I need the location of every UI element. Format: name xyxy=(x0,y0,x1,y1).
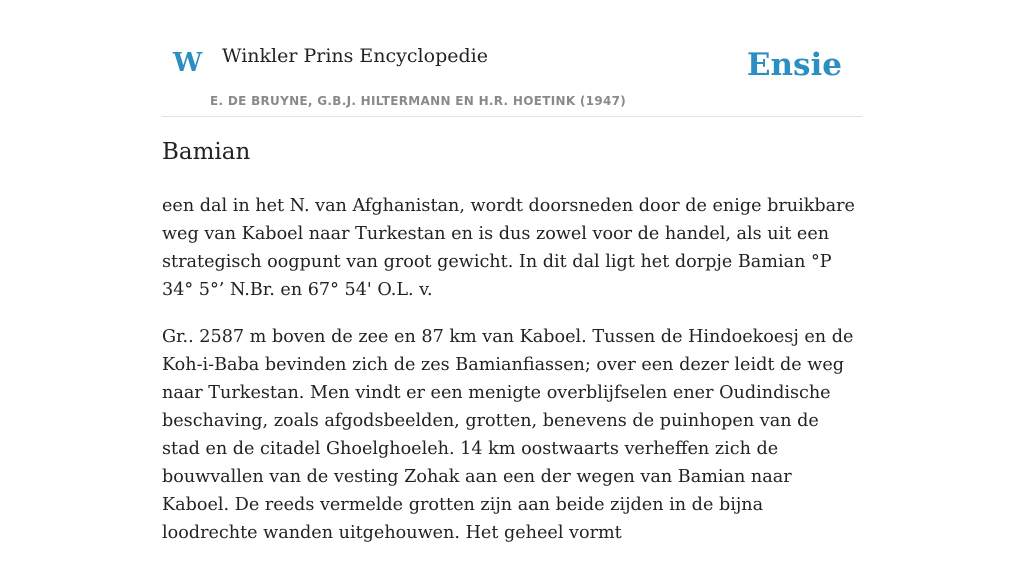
authors-line: E. DE BRUYNE, G.B.J. HILTERMANN EN H.R. HOETINK (1947) xyxy=(210,94,627,108)
entry-body xyxy=(162,192,862,566)
entry-paragraph: Gr.. 2587 m boven de zee en 87 km van Kaboel. Tussen de Hindoekoesj en de Koh-i-Baba bevinden zich de zes Bamianfiassen; over een dezer leidt de weg naar Turkestan. Men vindt er een menigte overblijfselen ener Oudindische beschaving, zoals afgodsbeelden, grotten, benevens de puinhopen van de stad en de citadel Ghoelghoeleh. 14 km oostwaarts verheffen zich de bouwvallen van de vesting Zohak aan een der wegen van Bamian naar Kaboel. De reeds vermelde grotten zijn aan beide zijden in de bijna loodrechte wanden uitgehouwen. Het geheel vormt xyxy=(162,327,854,543)
entry-title: Bamian xyxy=(162,139,251,165)
header xyxy=(162,0,862,117)
book-title[interactable]: Winkler Prins Encyclopedie xyxy=(222,45,488,67)
entry-paragraph: een dal in het N. van Afghanistan, wordt doorsneden door de enige bruikbare weg van Kaboel naar Turkestan en is dus zowel voor de handel, als uit een strategisch oogpunt van groot gewicht. In dit dal ligt het dorpje Bamian °P 34° 5°’ N.Br. en 67° 54' O.L. v. xyxy=(162,196,855,300)
ensie-logo-link[interactable]: Ensie xyxy=(746,47,842,83)
winkler-prins-logo[interactable]: W xyxy=(173,48,203,78)
page xyxy=(162,0,862,543)
